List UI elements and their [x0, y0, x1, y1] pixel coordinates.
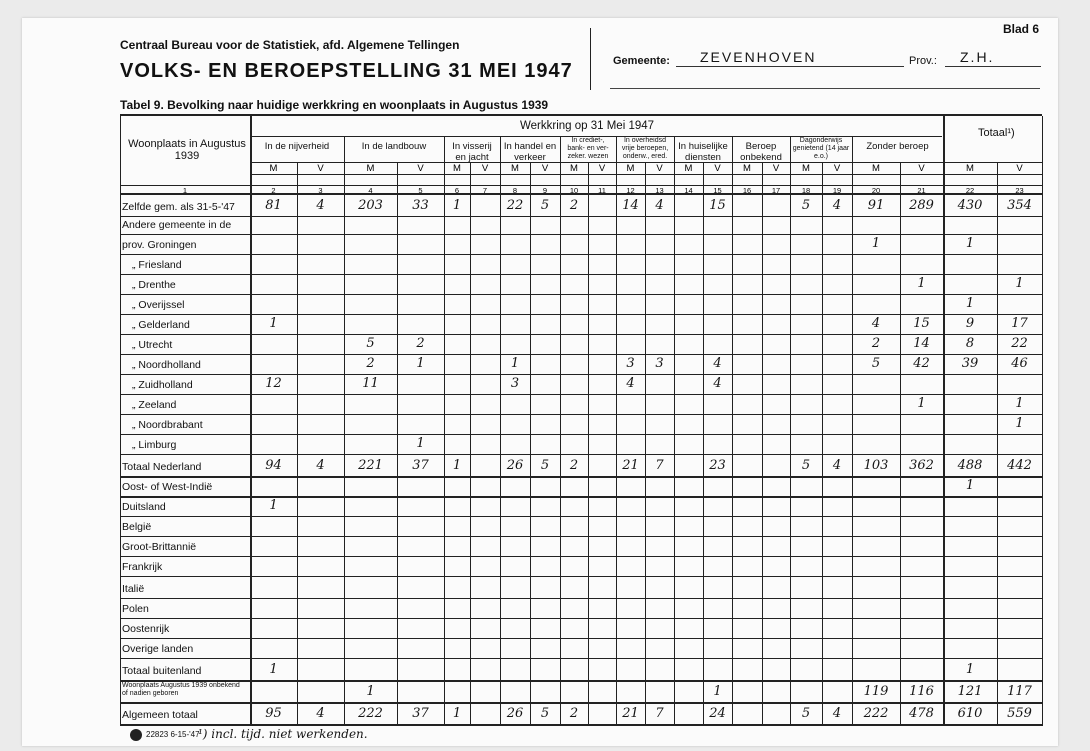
cell-value: 42 [913, 356, 930, 371]
column-number: 5 [418, 186, 423, 195]
cell-value: 22 [506, 198, 524, 213]
cell-value: 11 [362, 376, 379, 391]
prov-value: Z.H. [960, 49, 995, 65]
cell-value: 2 [569, 706, 579, 721]
cell-value: 116 [909, 684, 934, 699]
row-label: „ Drenthe [132, 279, 176, 291]
prov-label: Prov.: [909, 55, 937, 67]
column-number: 13 [655, 186, 664, 195]
row-label: Totaal buitenland [122, 665, 202, 677]
cell-value: 7 [655, 706, 664, 721]
prov-underline [945, 66, 1041, 67]
sex-v-label: V [481, 163, 489, 174]
group-header: In crediet-, bank- en ver- zeker. wezen [567, 137, 609, 160]
column-number: 11 [598, 186, 606, 195]
cell-value: 15 [709, 198, 726, 213]
cell-value: 1 [871, 236, 881, 251]
cell-value: 3 [510, 376, 520, 391]
gemeente-value: ZEVENHOVEN [700, 49, 817, 65]
cell-value: 1 [713, 684, 722, 699]
column-number: 9 [542, 186, 548, 195]
cell-value: 4 [871, 316, 881, 331]
cell-value: 5 [871, 356, 881, 371]
row-rule [120, 724, 1042, 726]
rule-mv-bottom [250, 174, 1042, 175]
cell-value: 610 [957, 706, 983, 721]
row-label: „ Utrecht [132, 339, 173, 351]
row-rule [120, 414, 1042, 415]
cell-value: 1 [416, 356, 425, 371]
row-rule [120, 434, 1042, 435]
cell-value: 15 [913, 316, 930, 331]
printer-logo [130, 729, 142, 741]
col-rule [470, 162, 471, 726]
group-header: In overheidsd vrije beroepen, onderw., ered. [621, 137, 669, 160]
cell-value: 14 [622, 198, 639, 213]
cell-value: 5 [540, 458, 550, 473]
group-header: In huiselijke diensten [678, 141, 728, 163]
cell-value: 430 [957, 198, 983, 213]
cell-value: 21 [622, 458, 639, 473]
cell-value: 33 [412, 198, 429, 213]
row-label: Duitsland [122, 501, 166, 513]
cell-value: 21 [622, 706, 639, 721]
cell-value: 2 [416, 336, 425, 351]
sex-v-label: V [541, 163, 549, 174]
cell-value: 7 [655, 458, 664, 473]
cell-value: 14 [913, 336, 930, 351]
row-rule [120, 680, 1042, 682]
column-number: 2 [271, 186, 276, 195]
sex-v-label: V [598, 163, 606, 174]
cell-value: 1 [917, 396, 926, 411]
cell-value: 222 [863, 706, 889, 721]
row-rule [120, 314, 1042, 315]
cell-value: 5 [366, 336, 375, 351]
cell-value: 478 [909, 706, 934, 721]
row-label: „ Noordholland [132, 359, 201, 371]
column-number: 20 [871, 186, 881, 195]
row-label: „ Gelderland [132, 319, 190, 331]
row-label: Algemeen totaal [122, 709, 198, 721]
cell-value: 1 [452, 198, 462, 213]
col-rule [645, 162, 646, 726]
cell-value: 9 [965, 316, 975, 331]
cell-value: 8 [965, 336, 975, 351]
werkkring-header: Werkkring op 31 Mei 1947 [520, 120, 655, 132]
sex-v-label: V [656, 163, 663, 174]
cell-value: 1 [965, 296, 975, 311]
cell-value: 3 [655, 356, 664, 371]
sex-v-label: V [833, 163, 841, 174]
row-rule [120, 516, 1042, 517]
cell-value: 26 [506, 706, 524, 721]
cell-value: 1 [510, 356, 520, 371]
col-rule [297, 162, 298, 726]
col-rule [822, 162, 823, 726]
cell-value: 2 [569, 458, 579, 473]
cell-value: 4 [316, 458, 325, 473]
col-rule [588, 162, 589, 726]
column-number: 17 [771, 186, 781, 195]
column-number: 18 [801, 186, 811, 195]
column-number: 4 [368, 186, 373, 195]
cell-value: 4 [316, 706, 325, 721]
cell-value: 1 [269, 316, 278, 331]
cell-value: 5 [540, 706, 550, 721]
sex-v-label: V [1016, 163, 1023, 174]
cell-value: 1 [269, 498, 278, 513]
row-rule [120, 254, 1042, 255]
gemeente-label: Gemeente: [613, 55, 670, 67]
sex-v-label: V [772, 163, 780, 174]
column-number: 15 [713, 186, 722, 195]
row-label: Zelfde gem. als 31-5-'47 [122, 201, 235, 213]
cell-value: 1 [1015, 276, 1024, 291]
column-number: 1 [182, 186, 188, 195]
column-number: 16 [742, 186, 752, 195]
cell-value: 2 [366, 356, 375, 371]
row-rule [120, 658, 1042, 659]
row-rule [120, 702, 1042, 704]
row-label: Overige landen [122, 643, 194, 655]
row-rule [120, 394, 1042, 395]
sex-m-label: M [453, 163, 461, 174]
row-label: „ Zeeland [132, 399, 177, 411]
row-rule [120, 638, 1042, 639]
col-rule [900, 162, 901, 726]
cell-value: 1 [917, 276, 926, 291]
column-number: 10 [569, 186, 579, 195]
cell-value: 1 [452, 706, 462, 721]
row-rule [120, 374, 1042, 375]
bureau-name: Centraal Bureau voor de Statistiek, afd. Algemene Tellingen [120, 38, 460, 52]
group-header: Beroep onbekend [740, 141, 782, 163]
cell-value: 37 [412, 458, 429, 473]
row-rule [120, 556, 1042, 557]
column-number: 23 [1015, 186, 1024, 195]
cell-value: 4 [832, 706, 842, 721]
row-label: prov. Groningen [122, 239, 197, 251]
group-header: In de nijverheid [264, 141, 330, 152]
cell-value: 4 [832, 458, 842, 473]
cell-value: 103 [863, 458, 889, 473]
sex-m-label: M [743, 163, 751, 174]
woonplaats-header: Woonplaats in Augustus 1939 [128, 138, 246, 162]
cell-value: 22 [1011, 336, 1028, 351]
row-rule [120, 536, 1042, 537]
print-code: 22823 6-15-'47 [146, 730, 200, 739]
sex-m-label: M [511, 163, 519, 174]
cell-value: 1 [452, 458, 462, 473]
column-number: 14 [684, 186, 693, 195]
cell-value: 46 [1011, 356, 1028, 371]
column-number: 8 [512, 186, 518, 195]
column-number: 7 [482, 186, 488, 195]
column-number: 19 [832, 186, 842, 195]
sex-v-label: V [317, 163, 324, 174]
row-label: Totaal Nederland [122, 461, 202, 473]
sex-m-label: M [872, 163, 880, 174]
cell-value: 4 [316, 198, 325, 213]
group-header: In visserij en jacht [452, 141, 492, 163]
row-rule [120, 354, 1042, 355]
header-rule-2 [610, 88, 1040, 89]
row-label: België [122, 521, 152, 533]
row-rule [120, 476, 1042, 478]
row-label: „ Friesland [132, 259, 182, 271]
row-label: Italië [122, 583, 145, 595]
row-label: „ Zuidholland [132, 379, 193, 391]
cell-value: 4 [626, 376, 635, 391]
totaal-header: Totaal¹) [978, 127, 1015, 139]
cell-value: 222 [358, 706, 383, 721]
group-header: In handel en verkeer [503, 141, 557, 163]
column-number: 6 [454, 186, 460, 195]
row-rule [120, 576, 1042, 577]
cell-value: 81 [265, 198, 282, 213]
cell-value: 1 [965, 662, 975, 677]
cell-value: 4 [655, 198, 664, 213]
sex-m-label: M [684, 163, 693, 174]
cell-value: 1 [416, 436, 425, 451]
cell-value: 4 [713, 376, 722, 391]
cell-value: 1 [965, 478, 975, 493]
sheet-number: Blad 6 [1003, 22, 1040, 36]
cell-value: 442 [1007, 458, 1032, 473]
cell-value: 5 [801, 706, 811, 721]
cell-value: 2 [871, 336, 881, 351]
column-number: 3 [318, 186, 323, 195]
row-label: Groot-Brittannië [122, 541, 197, 553]
sex-m-label: M [966, 163, 974, 174]
cell-value: 24 [709, 706, 726, 721]
form-title: VOLKS- EN BEROEPSTELLING 31 MEI 1947 [120, 60, 573, 82]
col-rule [762, 162, 763, 726]
column-number: 21 [917, 186, 926, 195]
cell-value: 94 [265, 458, 282, 473]
sex-m-label: M [366, 163, 375, 174]
row-rule [120, 234, 1042, 235]
header-divider [590, 28, 591, 90]
row-rule [120, 274, 1042, 275]
cell-value: 5 [540, 198, 550, 213]
col-rule [1042, 116, 1043, 726]
col-rule [997, 162, 998, 726]
cell-value: 39 [961, 356, 979, 371]
table-caption: Tabel 9. Bevolking naar huidige werkkring en woonplaats in Augustus 1939 [120, 98, 549, 112]
cell-value: 3 [626, 356, 635, 371]
cell-value: 37 [412, 706, 429, 721]
row-label: Oost- of West-Indië [122, 481, 213, 493]
col-rule [120, 116, 121, 726]
row-label: Woonplaats Augustus 1939 onbekend of nadien geboren [122, 682, 240, 697]
row-label: Frankrijk [122, 561, 163, 573]
cell-value: 119 [863, 684, 889, 699]
cell-value: 1 [269, 662, 278, 677]
cell-value: 91 [867, 198, 885, 213]
cell-value: 95 [265, 706, 282, 721]
sex-v-label: V [918, 163, 925, 174]
row-label: „ Noordbrabant [132, 419, 203, 431]
column-number: 12 [626, 186, 635, 195]
cell-value: 1 [366, 684, 375, 699]
cell-value: 2 [569, 198, 579, 213]
col-rule [530, 162, 531, 726]
sex-m-label: M [570, 163, 578, 174]
cell-value: 289 [909, 198, 934, 213]
cell-value: 362 [909, 458, 934, 473]
group-header: Dagonderwijs genietend (14 jaar e.o.) [792, 137, 850, 160]
group-header: Zonder beroep [866, 141, 929, 152]
row-rule [120, 618, 1042, 619]
row-rule [120, 294, 1042, 295]
cell-value: 117 [1007, 684, 1032, 699]
col-rule [703, 162, 704, 726]
cell-value: 4 [832, 198, 842, 213]
cell-value: 354 [1007, 198, 1032, 213]
row-rule [120, 334, 1042, 335]
sex-m-label: M [269, 163, 278, 174]
cell-value: 221 [358, 458, 383, 473]
gemeente-underline [676, 66, 904, 67]
rule-top-thick [120, 114, 1042, 116]
cell-value: 4 [713, 356, 722, 371]
column-number: 22 [965, 186, 975, 195]
cell-value: 17 [1011, 316, 1028, 331]
row-rule [120, 598, 1042, 599]
footnote: ¹) incl. tijd. niet werkenden. [198, 727, 368, 741]
cell-value: 5 [801, 458, 811, 473]
row-rule [120, 216, 1042, 217]
row-rule [120, 454, 1042, 455]
cell-value: 26 [506, 458, 524, 473]
cell-value: 12 [265, 376, 282, 391]
sex-m-label: M [626, 163, 635, 174]
cell-value: 5 [801, 198, 811, 213]
cell-value: 488 [957, 458, 983, 473]
row-label: „ Limburg [132, 439, 177, 451]
cell-value: 23 [709, 458, 726, 473]
row-label: Polen [122, 603, 149, 615]
row-label: „ Overijssel [132, 299, 185, 311]
cell-value: 1 [1015, 416, 1024, 431]
sex-v-label: V [417, 163, 424, 174]
cell-value: 121 [957, 684, 983, 699]
sex-m-label: M [802, 163, 810, 174]
group-header: In de landbouw [361, 141, 427, 152]
cell-value: 203 [358, 198, 383, 213]
sex-v-label: V [714, 163, 721, 174]
cell-value: 559 [1007, 706, 1032, 721]
row-label: Oostenrijk [122, 623, 170, 635]
cell-value: 1 [1015, 396, 1024, 411]
row-label: Andere gemeente in de [122, 219, 232, 231]
cell-value: 1 [965, 236, 975, 251]
